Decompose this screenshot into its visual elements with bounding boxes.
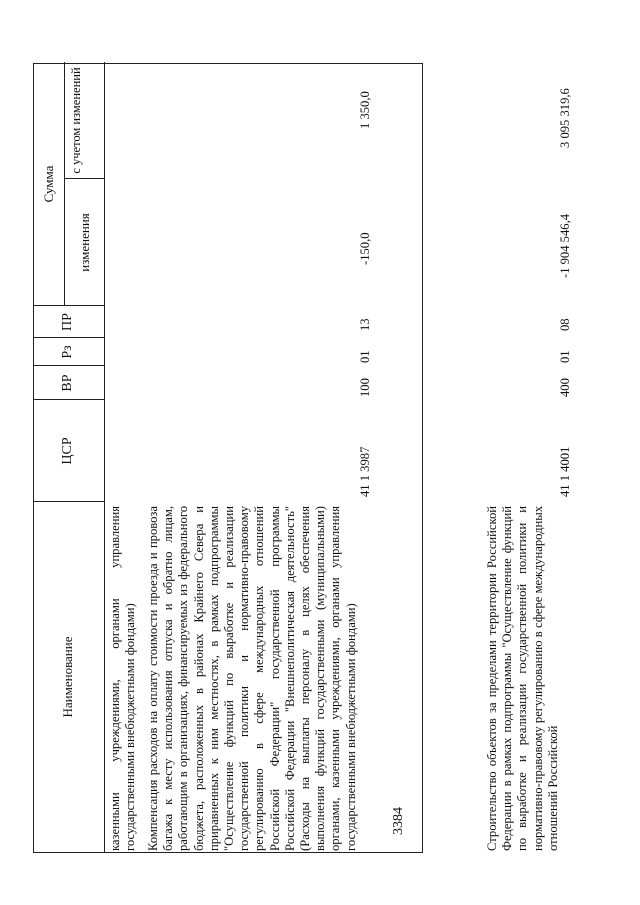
sum-subheader-rule (64, 62, 65, 306)
row-vr: 400 (558, 378, 572, 397)
row-with-changes: 1 350,0 (358, 91, 372, 129)
row-rz: 01 (358, 350, 372, 363)
header-sum: Сумма (41, 165, 56, 203)
header-rz: Рз (60, 345, 75, 359)
row-csr: 41 1 4001 (558, 446, 572, 497)
row-csr: 41 1 3987 (358, 446, 372, 497)
document-page (33, 63, 593, 853)
header-name: Наименование (60, 636, 75, 718)
row-rz: 01 (558, 350, 572, 363)
header-bottom-rule (104, 62, 105, 852)
row-name: казенными учреждениями, органами управления государственными внебюджетными фондами) (108, 506, 138, 851)
header-change: изменения (77, 213, 92, 272)
row-change: -1 904 546,4 (558, 213, 572, 278)
header-with-changes: с учетом изменений (69, 67, 83, 174)
row-pr: 08 (558, 318, 572, 331)
row-pr: 13 (358, 318, 372, 331)
header-csr: ЦСР (60, 437, 75, 465)
row-with-changes: 3 095 319,6 (558, 88, 572, 148)
header-vr: ВР (60, 374, 75, 392)
row-change: -150,0 (358, 232, 372, 265)
row-name: Строительство объектов за пределами территории Российской Федерации в рамках подпрограммы "Осуществление функций по выработке и реализации государственной политики и нормативно-правовому регулированию в сфере международных отношений Российской (485, 506, 560, 851)
header-pr: ПР (60, 313, 75, 331)
row-vr: 100 (358, 378, 372, 397)
row-name: Компенсация расходов на оплату стоимости проезда и провоза багажа к месту использования отпуска и обратно лицам, работающим в организациях, финансируемых из федерального бюджета, расположенных в районах Крайнего Севера и приравненных к ним местностях, в рамках подпрограммы "Осуществление функций по выработке и реализации государственной политики и нормативно-правовому регулированию в сфере международных отношений Российской Федерации" государственной программы Российской Федерации "Внешнеполитическая деятельность" (Расходы на выплаты персоналу в целях обеспечения выполнения функций государственными (муниципальными) органами, казенными учреждениями, органами управления государственными внебюджетными фондами) (146, 506, 358, 851)
page-number: 3384 (391, 807, 406, 835)
